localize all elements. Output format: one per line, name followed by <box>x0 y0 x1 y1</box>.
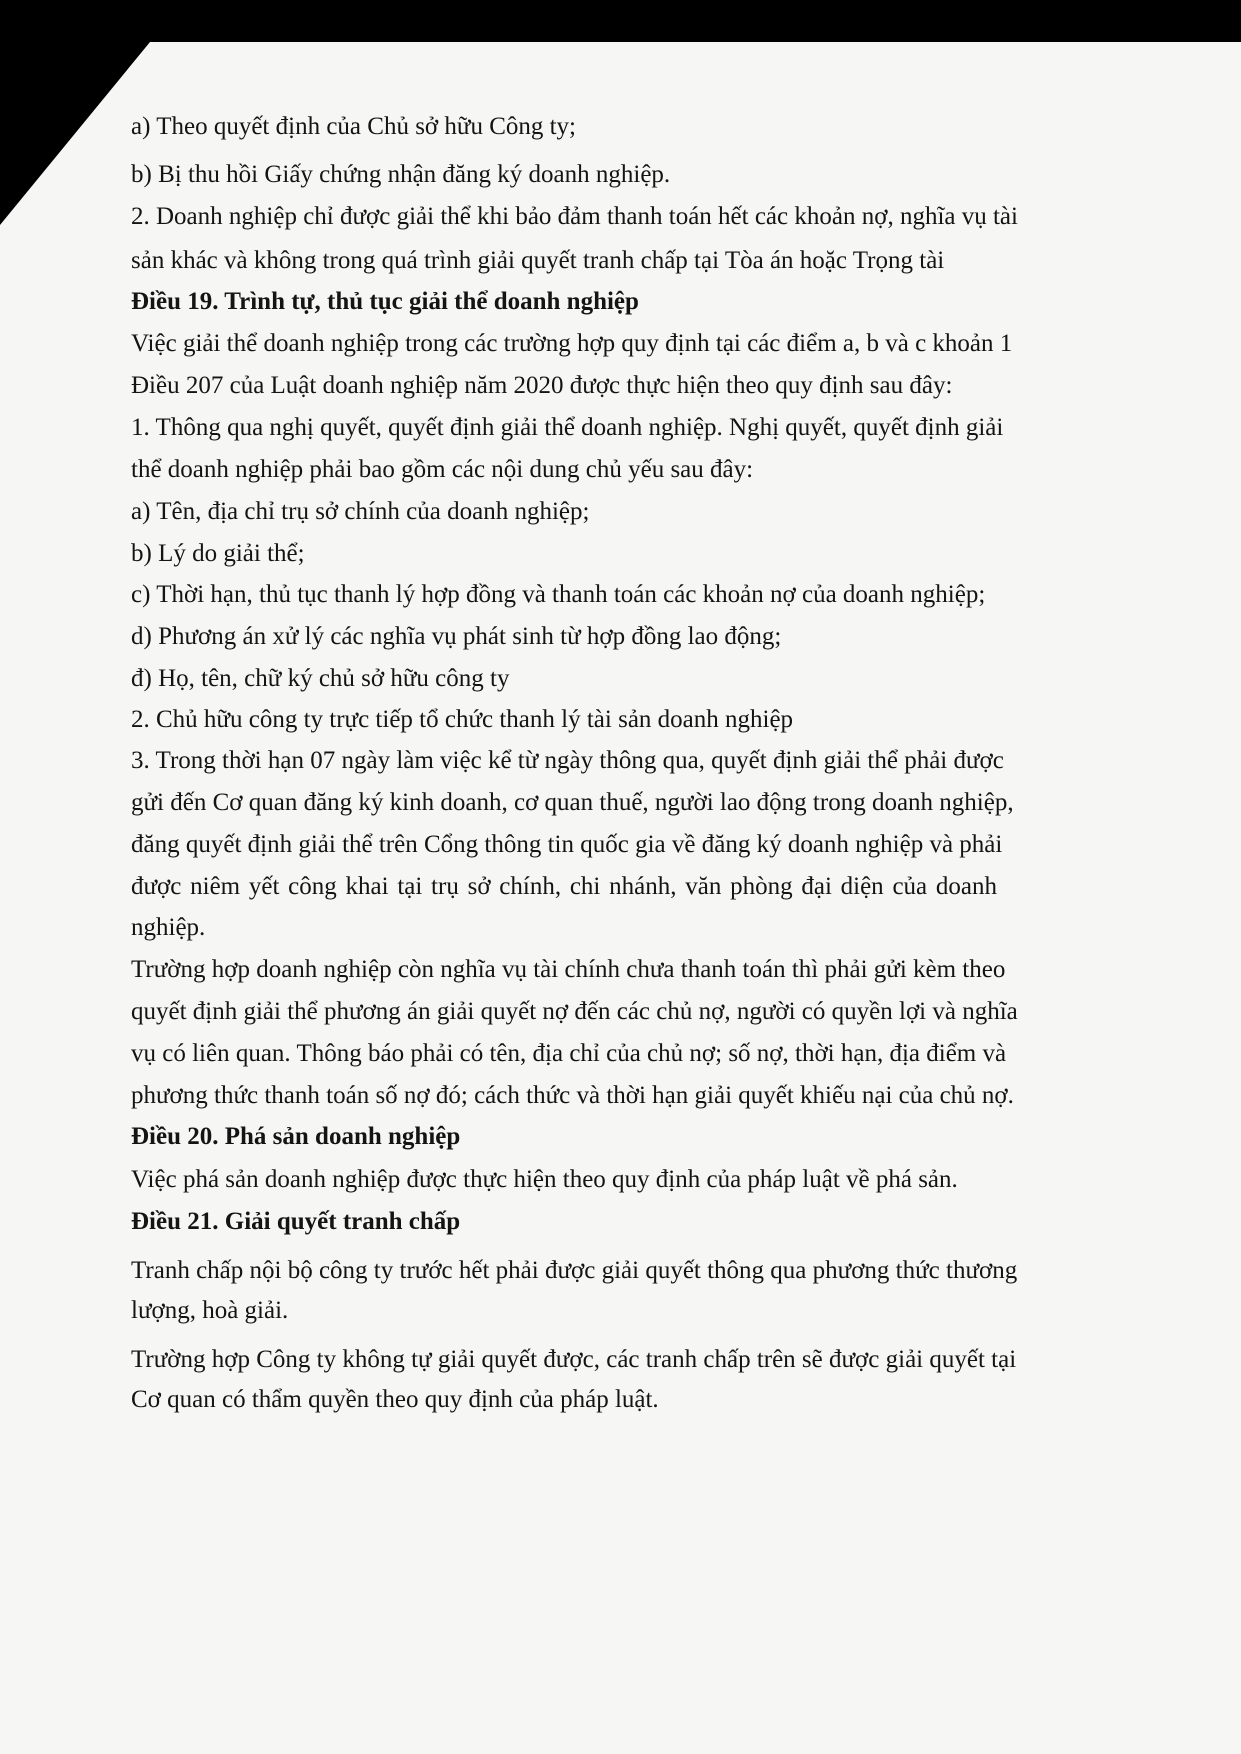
text-line: thể doanh nghiệp phải bao gồm các nội dung chủ yếu sau đây: <box>131 456 754 483</box>
text-line: Việc giải thể doanh nghiệp trong các trường hợp quy định tại các điểm a, b và c khoản 1 <box>131 330 1013 357</box>
text-line: sản khác và không trong quá trình giải quyết tranh chấp tại Tòa án hoặc Trọng tài <box>131 247 945 274</box>
text-line: Việc phá sản doanh nghiệp được thực hiện theo quy định của pháp luật về phá sản. <box>131 1166 958 1193</box>
section-heading-dieu-19: Điều 19. Trình tự, thủ tục giải thể doanh nghiệp <box>131 288 639 315</box>
text-line: được niêm yết công khai tại trụ sở chính, chi nhánh, văn phòng đại diện của doanh <box>131 873 997 900</box>
text-line: nghiệp. <box>131 914 206 941</box>
text-line: c) Thời hạn, thủ tục thanh lý hợp đồng và thanh toán các khoản nợ của doanh nghiệp; <box>131 581 986 608</box>
text-line: Tranh chấp nội bộ công ty trước hết phải được giải quyết thông qua phương thức thương <box>131 1257 1018 1284</box>
text-line: đ) Họ, tên, chữ ký chủ sở hữu công ty <box>131 665 510 692</box>
text-line: Trường hợp Công ty không tự giải quyết được, các tranh chấp trên sẽ được giải quyết tại <box>131 1346 1017 1373</box>
text-line: lượng, hoà giải. <box>131 1297 289 1324</box>
text-line: đăng quyết định giải thể trên Cổng thông tin quốc gia về đăng ký doanh nghiệp và phải <box>131 831 1003 858</box>
text-line: b) Lý do giải thể; <box>131 540 305 567</box>
text-line: gửi đến Cơ quan đăng ký kinh doanh, cơ quan thuế, người lao động trong doanh nghiệp, <box>131 789 1014 816</box>
text-line: Cơ quan có thẩm quyền theo quy định của pháp luật. <box>131 1386 659 1413</box>
text-line: Trường hợp doanh nghiệp còn nghĩa vụ tài chính chưa thanh toán thì phải gửi kèm theo <box>131 956 1006 983</box>
text-line: d) Phương án xử lý các nghĩa vụ phát sinh từ hợp đồng lao động; <box>131 623 782 650</box>
text-line: phương thức thanh toán số nợ đó; cách thức và thời hạn giải quyết khiếu nại của chủ nợ. <box>131 1082 1014 1109</box>
text-line: Điều 207 của Luật doanh nghiệp năm 2020 được thực hiện theo quy định sau đây: <box>131 372 953 399</box>
text-line: b) Bị thu hồi Giấy chứng nhận đăng ký doanh nghiệp. <box>131 161 671 188</box>
text-line: 1. Thông qua nghị quyết, quyết định giải thể doanh nghiệp. Nghị quyết, quyết định giải <box>131 414 1004 441</box>
text-line: 3. Trong thời hạn 07 ngày làm việc kể từ ngày thông qua, quyết định giải thể phải được <box>131 747 1004 774</box>
text-line: 2. Doanh nghiệp chỉ được giải thể khi bảo đảm thanh toán hết các khoản nợ, nghĩa vụ tài <box>131 203 1018 230</box>
text-line: a) Theo quyết định của Chủ sở hữu Công ty; <box>131 113 577 140</box>
text-line: vụ có liên quan. Thông báo phải có tên, địa chỉ của chủ nợ; số nợ, thời hạn, địa điểm và <box>131 1040 1007 1067</box>
text-line: 2. Chủ hữu công ty trực tiếp tổ chức thanh lý tài sản doanh nghiệp <box>131 706 794 733</box>
section-heading-dieu-21: Điều 21. Giải quyết tranh chấp <box>131 1208 461 1235</box>
section-heading-dieu-20: Điều 20. Phá sản doanh nghiệp <box>131 1123 461 1150</box>
text-line: quyết định giải thể phương án giải quyết nợ đến các chủ nợ, người có quyền lợi và nghĩa <box>131 998 1018 1025</box>
text-line: a) Tên, địa chỉ trụ sở chính của doanh nghiệp; <box>131 498 590 525</box>
